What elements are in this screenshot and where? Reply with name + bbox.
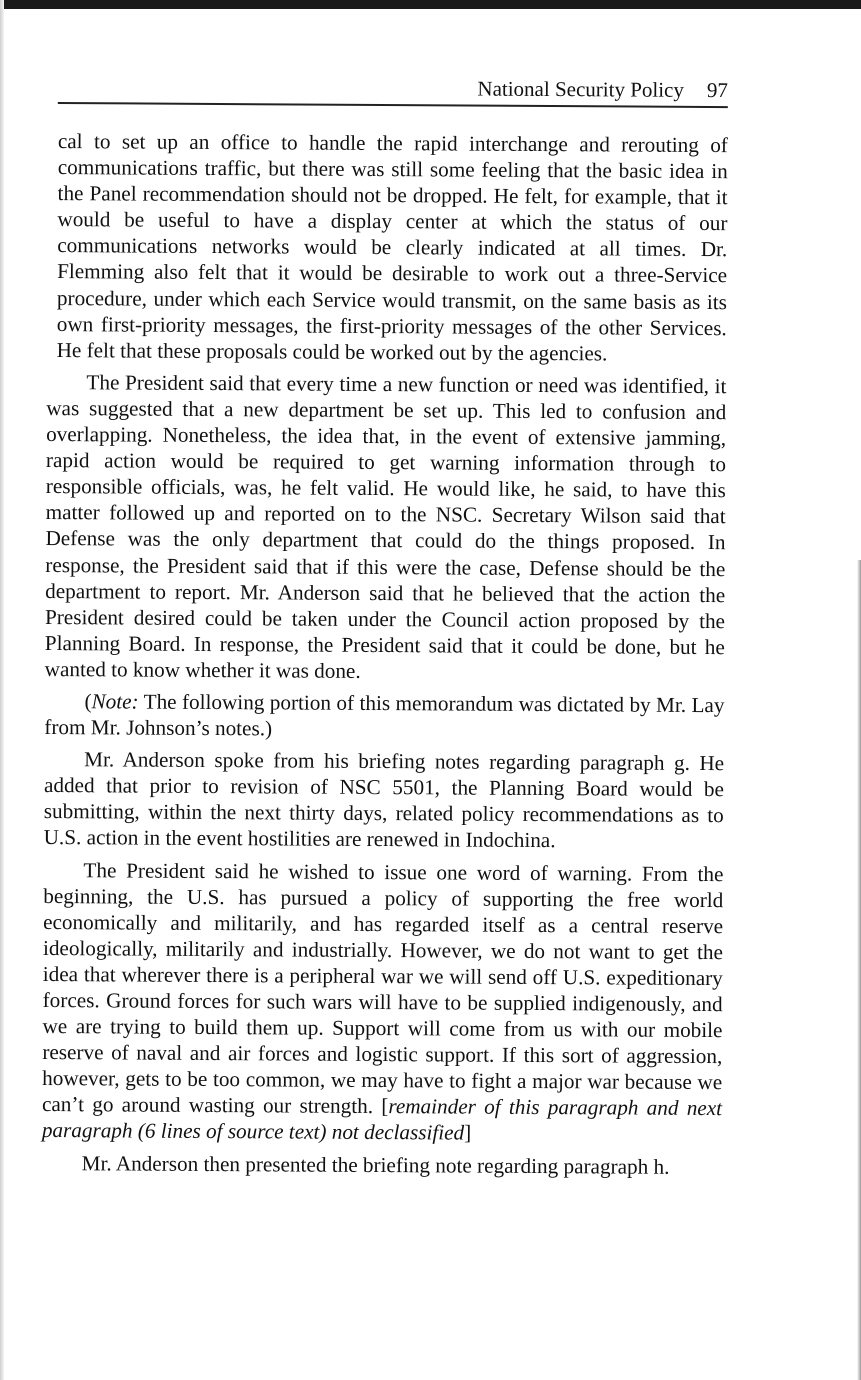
- note-open-paren: (: [84, 689, 92, 714]
- redaction-close-bracket: ]: [464, 1121, 472, 1146]
- redaction-note: remainder of this paragraph and next paragraph (6 lines of source text) not declassified: [41, 1094, 723, 1146]
- page-number: 97: [706, 77, 728, 103]
- paragraph-president-new-function: The President said that every time a new function or need was identified, it was suggested that a new department be set up. This led to confusion and overlapping. Nonetheless, the idea that, in the event of extensive jamming, rapid action would be required to get warning information through to responsible officials, was, he felt valid. He would like, he said, to have this matter followed up and reported on to the NSC. Secretary Wilson said that Defense was the only department that could do the things proposed. In response, the President said that if this were the case, Defense should be the department to report. Mr. Anderson said that he believed that the action the President desired could be taken under the Council action proposed by the Planning Board. In response, the President said that it could be done, but he wanted to know whether it was done.: [44, 370, 727, 683]
- running-header-title: National Security Policy: [477, 76, 684, 102]
- note-text: The following portion of this memorandum was dictated by Mr. Lay from Mr. Johnson’s notes.): [44, 689, 725, 741]
- paragraph-president-warning: [42, 857, 724, 1148]
- warning-text: The President said he wished to issue one word of warning. From the beginning, the U.S. has pursued a policy of supporting the free world economically and militarily, and has regarded itself as a central reserve ideologically, militarily and industrially. However, we do not want to get the idea that wherever there is a peripheral war we will send off U.S. expeditionary forces. Ground forces for such wars will have to be supplied indigenously, and we are trying to build them up. Support will come from us with our mobile reserve of naval and air forces and logistic support. If this sort of aggression, however, gets to be too common, we may have to fight a major war because we can’t go around wasting our strength. [: [41, 857, 724, 1119]
- paragraph-anderson-briefing-g: Mr. Anderson spoke from his briefing notes regarding paragraph g. He added that prior to revision of NSC 5501, the Planning Board would be submitting, within the next thirty days, related policy recommendations as to U.S. action in the event hostilities are renewed in Indochina.: [43, 747, 725, 853]
- running-header: [58, 74, 728, 108]
- note-label: Note:: [91, 689, 139, 714]
- page-left-edge: [0, 0, 4, 1380]
- paragraph-continuation: cal to set up an office to handle the rapid interchange and rerouting of communications traffic, but there was still some feeling that the basic idea in the Panel recommendation should not be dropped. He felt, for example, that it would be useful to have a display center at which the status of our communications networks would be clearly indicated at all times. Dr. Flemming also felt that it would be desirable to work out a three-Service procedure, under which each Service would transmit, on the same basis as its own first-priority messages, the first-priority messages of the other Services. He felt that these proposals could be worked out by the agencies.: [56, 129, 728, 366]
- page-right-edge: [857, 560, 861, 1380]
- paragraph-note: [44, 688, 724, 744]
- paragraph-anderson-briefing-h: Mr. Anderson then presented the briefing note regarding paragraph h.: [81, 1150, 670, 1179]
- page-top-shadow: [0, 0, 861, 9]
- body-text: [42, 128, 728, 1186]
